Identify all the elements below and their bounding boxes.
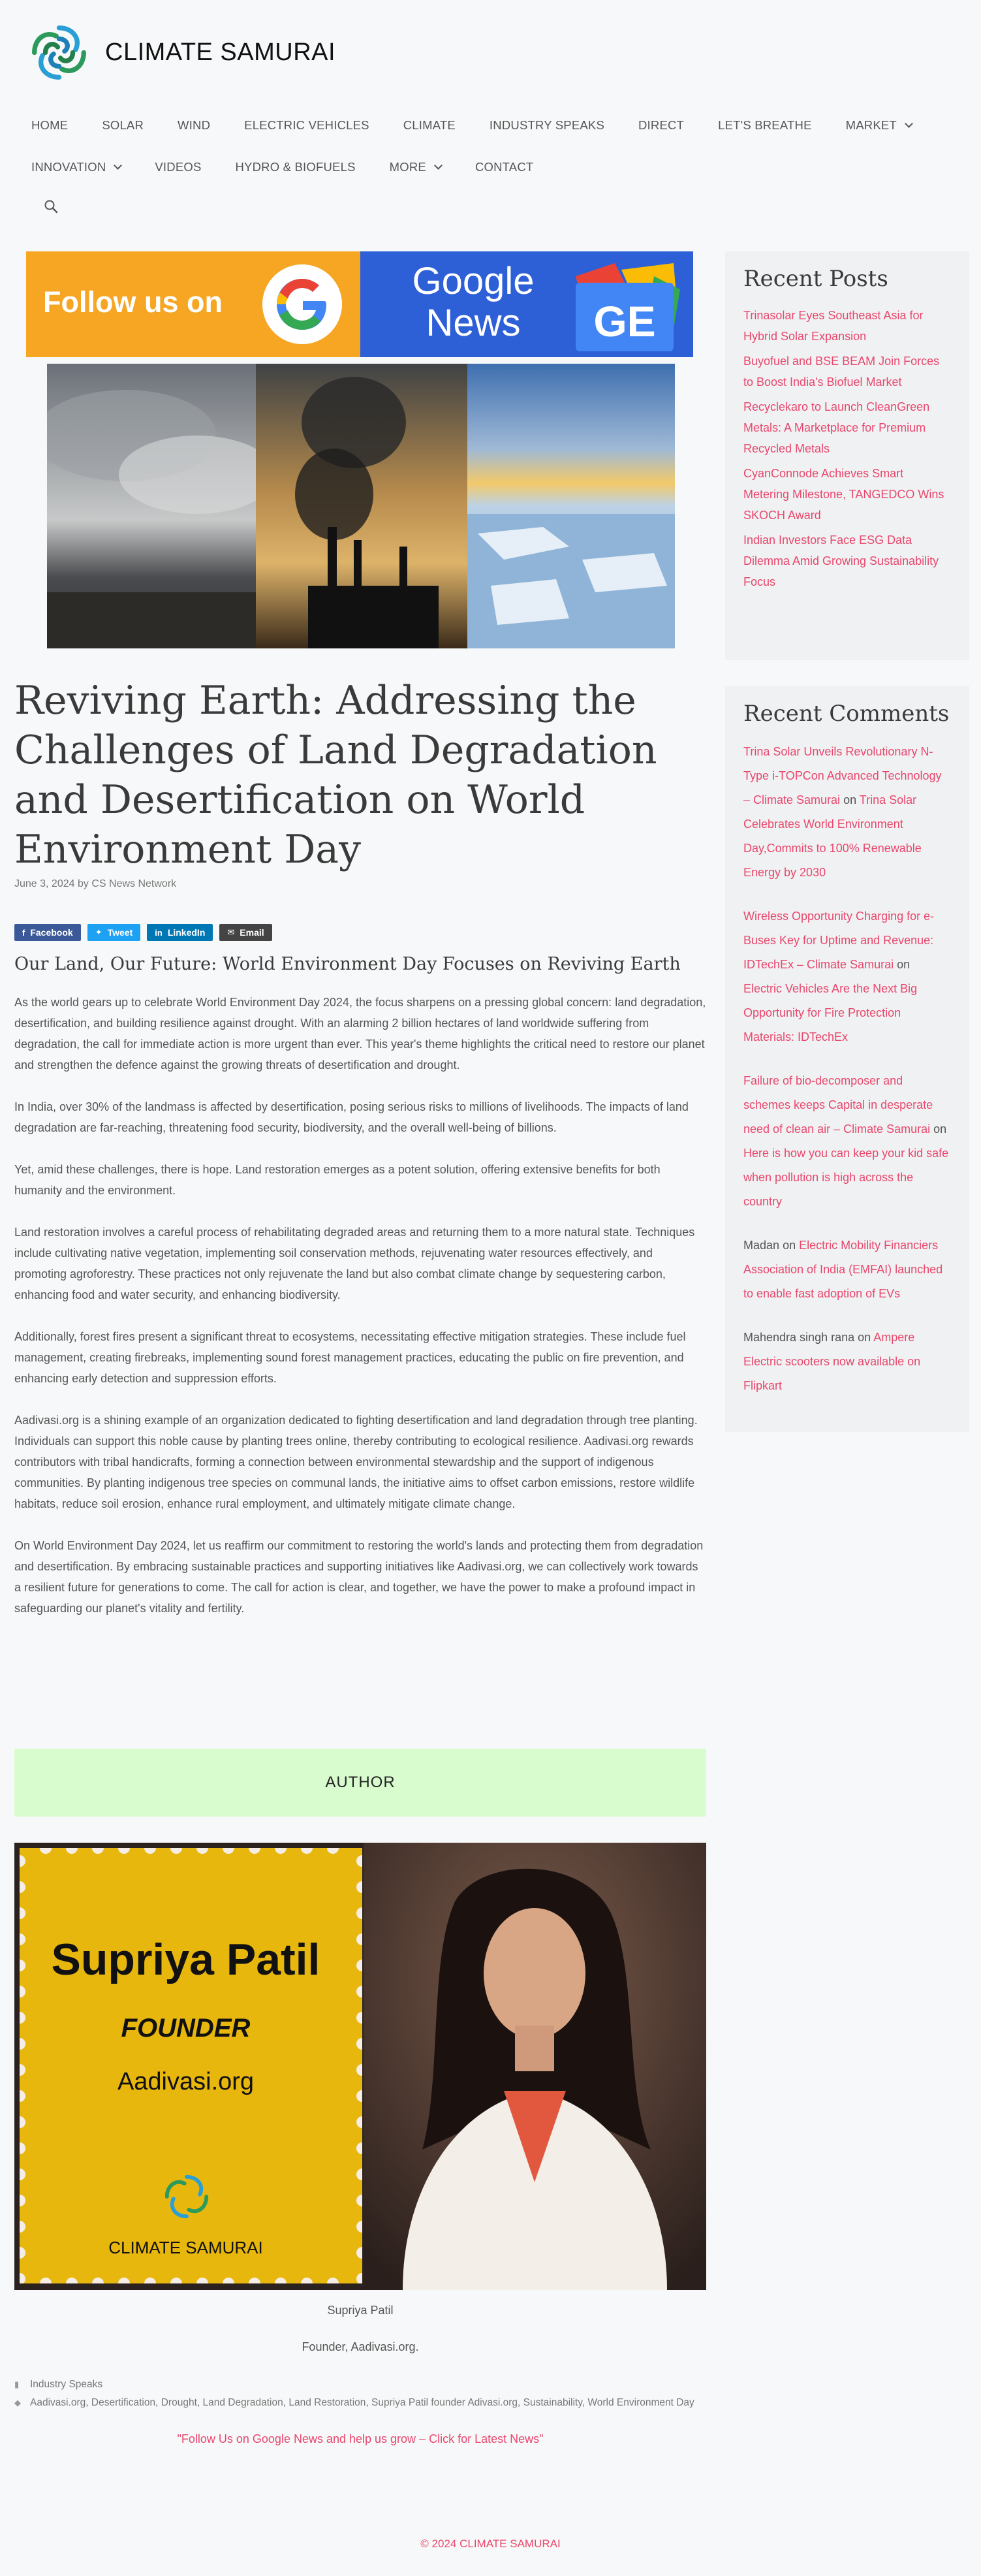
nav-item-label: CONTACT [475, 160, 534, 174]
nav-item-direct[interactable] [621, 118, 701, 133]
nav-item-label: VIDEOS [155, 160, 202, 174]
share-label: Email [240, 927, 264, 938]
comment-post-link[interactable]: Ampere Electric scooters now available on Flipkart [743, 1331, 921, 1392]
facebook-icon: f [22, 927, 25, 938]
list-item [743, 740, 951, 885]
comment-author: Madan [743, 1239, 780, 1252]
share-email-button[interactable] [219, 924, 272, 941]
recent-comments-widget [725, 686, 969, 1432]
widget-title: Recent Posts [743, 266, 888, 292]
banner-google-news-text: Google News [412, 260, 535, 344]
main-navigation [14, 104, 967, 188]
paragraph: As the world gears up to celebrate World Environment Day 2024, the focus sharpens on a pressing global concern: land degradation, desertification, and building resilience against drought. With an alarming 2 billion hectares of land worldwide suffering from degradation, the call for immediate action is more urgent than ever. This year's theme highlights the critical need to restore our planet and strengthen the defence against the growing threats of desertification and drought. [14, 996, 706, 1072]
nav-item-label: INDUSTRY SPEAKS [489, 118, 604, 132]
banner-follow-text: Follow us on [43, 285, 223, 319]
recent-posts-list [743, 305, 951, 592]
widget-title: Recent Comments [743, 701, 950, 727]
list-item [743, 396, 951, 459]
share-label: Tweet [107, 927, 133, 938]
hero-image [47, 364, 675, 648]
comment-post-link[interactable]: Electric Vehicles Are the Next Big Opportunity for Fire Protection Materials: IDTechEx [743, 982, 918, 1043]
recent-post-link[interactable]: Recyclekaro to Launch CleanGreen Metals: A Marketplace for Premium Recycled Metals [743, 400, 930, 455]
post-author-link[interactable]: CS News Network [91, 878, 177, 889]
recent-post-link[interactable]: Buyofuel and BSE BEAM Join Forces to Boost India's Biofuel Market [743, 355, 940, 389]
list-item [743, 463, 951, 526]
nav-item-electric-vehicles[interactable] [227, 118, 386, 133]
google-news-follow-link[interactable]: "Follow Us on Google News and help us grow – Click for Latest News" [177, 2432, 544, 2445]
swirl-logo-icon [159, 2169, 214, 2224]
comment-on: on [783, 1239, 796, 1252]
nav-item-wind[interactable] [161, 118, 227, 133]
nav-item-climate[interactable] [386, 118, 473, 133]
nav-item-videos[interactable] [138, 160, 218, 174]
nav-item-home[interactable] [14, 118, 85, 133]
author-caption-role: Founder, Aadivasi.org. [302, 2340, 419, 2353]
list-item [743, 351, 951, 392]
linkedin-icon: in [155, 927, 163, 938]
category-link[interactable]: Industry Speaks [30, 2379, 103, 2390]
category-row [14, 2376, 706, 2394]
google-news-banner[interactable] [26, 251, 693, 357]
recent-post-link[interactable]: Trinasolar Eyes Southeast Asia for Hybrid Solar Expansion [743, 309, 924, 343]
site-title[interactable]: CLIMATE SAMURAI [105, 39, 336, 66]
nav-item-label: ELECTRIC VEHICLES [244, 118, 369, 132]
paragraph: Additionally, forest fires present a significant threat to ecosystems, necessitating effective mitigation strategies. These include fuel management, creating firebreaks, implementing sound forest management practices, educating the public on fire prevention, and enhancing early detection and suppression efforts. [14, 1330, 686, 1385]
comment-author: Mahendra singh rana [743, 1331, 855, 1344]
nav-item-market[interactable] [829, 118, 929, 133]
nav-item-label: CLIMATE [403, 118, 456, 132]
share-linkedin-button[interactable] [147, 924, 213, 941]
nav-item-lets-breathe[interactable] [701, 118, 829, 133]
nav-row-1 [14, 104, 967, 146]
comment-author-link[interactable]: Failure of bio-decomposer and schemes keeps Capital in desperate need of clean air – Climate Samurai [743, 1074, 933, 1136]
nav-item-solar[interactable] [85, 118, 161, 133]
comment-post-link[interactable]: Here is how you can keep your kid safe when pollution is high across the country [743, 1147, 949, 1208]
post-meta [14, 878, 176, 890]
card-author-org: Aadivasi.org [117, 2068, 255, 2095]
post-title: Reviving Earth: Addressing the Challenges of Land Degradation and Desertification on World Environment Day [14, 678, 657, 872]
paragraph: On World Environment Day 2024, let us reaffirm our commitment to restoring the world's lands and protecting them from degradation and desertification. By embracing sustainable practices and supporting initiatives like Aadivasi.org, we can collectively work towards a resilient future for generations to come. The call for action is clear, and together, we have the power to make a profound impact in safeguarding our planet's vitality and fertility. [14, 1539, 704, 1615]
copyright-text[interactable]: © 2024 CLIMATE SAMURAI [420, 2537, 561, 2550]
comment-post-link[interactable]: Trina Solar Celebrates World Environment Day,Commits to 100% Renewable Energy by 2030 [743, 793, 922, 879]
paragraph: Aadivasi.org is a shining example of an organization dedicated to fighting desertification and land degradation through tree planting. Individuals can support this noble cause by planting trees online, thereby contributing to ecological resilience. Aadivasi.org rewards contributors with tribal handicrafts, forming a connection between environmental stewardship and the support of indigenous communities. By planting indigenous tree species on communal lands, the initiative aims to offset carbon emissions, restore wildlife habitats, reduce soil erosion, enhance rural employment, and ultimately mitigate climate change. [14, 1414, 698, 1510]
post-taxonomy [14, 2376, 706, 2412]
comment-post-link[interactable]: Electric Mobility Financiers Association of India (EMFAI) launched to enable fast adoption of EVs [743, 1239, 943, 1300]
share-buttons [14, 924, 272, 941]
meta-by: by [77, 878, 89, 889]
share-label: Facebook [30, 927, 73, 938]
nav-item-label: HOME [31, 118, 69, 132]
paragraph: Yet, amid these challenges, there is hope. Land restoration emerges as a potent solution, offering extensive benefits for both humanity and the environment. [14, 1163, 661, 1197]
share-tweet-button[interactable] [87, 924, 141, 941]
chevron-down-icon [434, 161, 443, 170]
list-item [743, 530, 951, 592]
nav-item-hydro-biofuels[interactable] [218, 160, 372, 174]
share-facebook-button[interactable] [14, 924, 81, 941]
author-portrait-photo [364, 1843, 706, 2290]
tag-icon: ◆ [14, 2398, 21, 2408]
card-brand-name: CLIMATE SAMURAI [108, 2238, 263, 2257]
twitter-icon: ✦ [95, 927, 102, 937]
site-header [0, 0, 981, 242]
nav-item-label: INNOVATION [31, 160, 106, 174]
card-author-name: Supriya Patil [51, 1935, 320, 1984]
post-date[interactable]: June 3, 2024 [14, 878, 75, 889]
search-icon[interactable] [43, 199, 59, 214]
card-author-role: FOUNDER [121, 2014, 251, 2043]
badge-text: GE [593, 297, 656, 345]
nav-item-label: HYDRO & BIOFUELS [235, 160, 356, 174]
author-card-image [14, 1843, 706, 2290]
paragraph: Land restoration involves a careful process of rehabilitating degraded areas and returning them to a more natural state. Techniques include cultivating native vegetation, implementing soil conservation methods, rejuvenating water resources effectively, and promoting agroforestry. These practices not only rejuvenate the land but also combat climate change by sequestering carbon, enhancing food and water security, and enhancing biodiversity. [14, 1226, 695, 1301]
chevron-down-icon [905, 119, 913, 128]
comment-author-link[interactable]: Wireless Opportunity Charging for e-Buses Key for Uptime and Revenue: IDTechEx – Climate Samurai [743, 910, 935, 971]
list-item [743, 1233, 951, 1306]
recent-comments-list [743, 740, 951, 1398]
nav-item-label: DIRECT [638, 118, 685, 132]
post-subtitle: Our Land, Our Future: World Environment Day Focuses on Reviving Earth [14, 954, 681, 974]
chevron-down-icon [114, 161, 123, 170]
email-icon: ✉ [227, 927, 235, 937]
comment-author-link[interactable]: Trina Solar Unveils Revolutionary N-Type i-TOPCon Advanced Technology – Climate Samurai [743, 745, 942, 806]
nav-item-label: MARKET [845, 118, 897, 132]
site-brand[interactable] [25, 18, 335, 87]
recent-post-link[interactable]: CyanConnode Achieves Smart Metering Milestone, TANGEDCO Wins SKOCH Award [743, 467, 944, 522]
tags-row [14, 2394, 706, 2412]
nav-item-label: WIND [178, 118, 211, 132]
comment-on: on [897, 958, 911, 971]
nav-item-label: MORE [389, 160, 426, 174]
nav-item-label: SOLAR [102, 118, 144, 132]
recent-post-link[interactable]: Indian Investors Face ESG Data Dilemma Amid Growing Sustainability Focus [743, 533, 939, 588]
comment-on: on [933, 1122, 947, 1136]
list-item [743, 305, 951, 347]
list-item [743, 904, 951, 1049]
list-item [743, 1069, 951, 1214]
nav-item-label: LET'S BREATHE [718, 118, 812, 132]
nav-item-industry-speaks[interactable] [473, 118, 621, 133]
list-item [743, 1326, 951, 1398]
author-heading-box: AUTHOR [14, 1749, 706, 1817]
paragraph: In India, over 30% of the landmass is affected by desertification, posing serious risks to millions of livelihoods. The impacts of land degradation are far-reaching, threatening food security, biodiversity, and the overall well-being of billions. [14, 1100, 689, 1134]
nav-item-contact[interactable] [458, 160, 550, 174]
comment-on: on [843, 793, 857, 806]
recent-posts-widget [725, 251, 969, 660]
site-footer [0, 2537, 981, 2551]
comment-on: on [858, 1331, 871, 1344]
nav-item-more[interactable] [373, 160, 458, 174]
post-body [14, 992, 706, 1640]
author-caption-name: Supriya Patil [327, 2304, 394, 2317]
swirl-logo-icon[interactable] [25, 18, 93, 87]
google-g-icon [262, 264, 342, 344]
nav-item-innovation[interactable] [14, 160, 138, 174]
google-news-badge-icon [563, 263, 680, 355]
folder-icon: ▮ [14, 2379, 20, 2389]
tag-links[interactable]: Aadivasi.org, Desertification, Drought, Land Degradation, Land Restoration, Supriya Patil founder Adivasi.org, Sustainability, World Environment Day [30, 2397, 694, 2408]
share-label: LinkedIn [167, 927, 206, 938]
nav-row-2 [14, 146, 967, 188]
